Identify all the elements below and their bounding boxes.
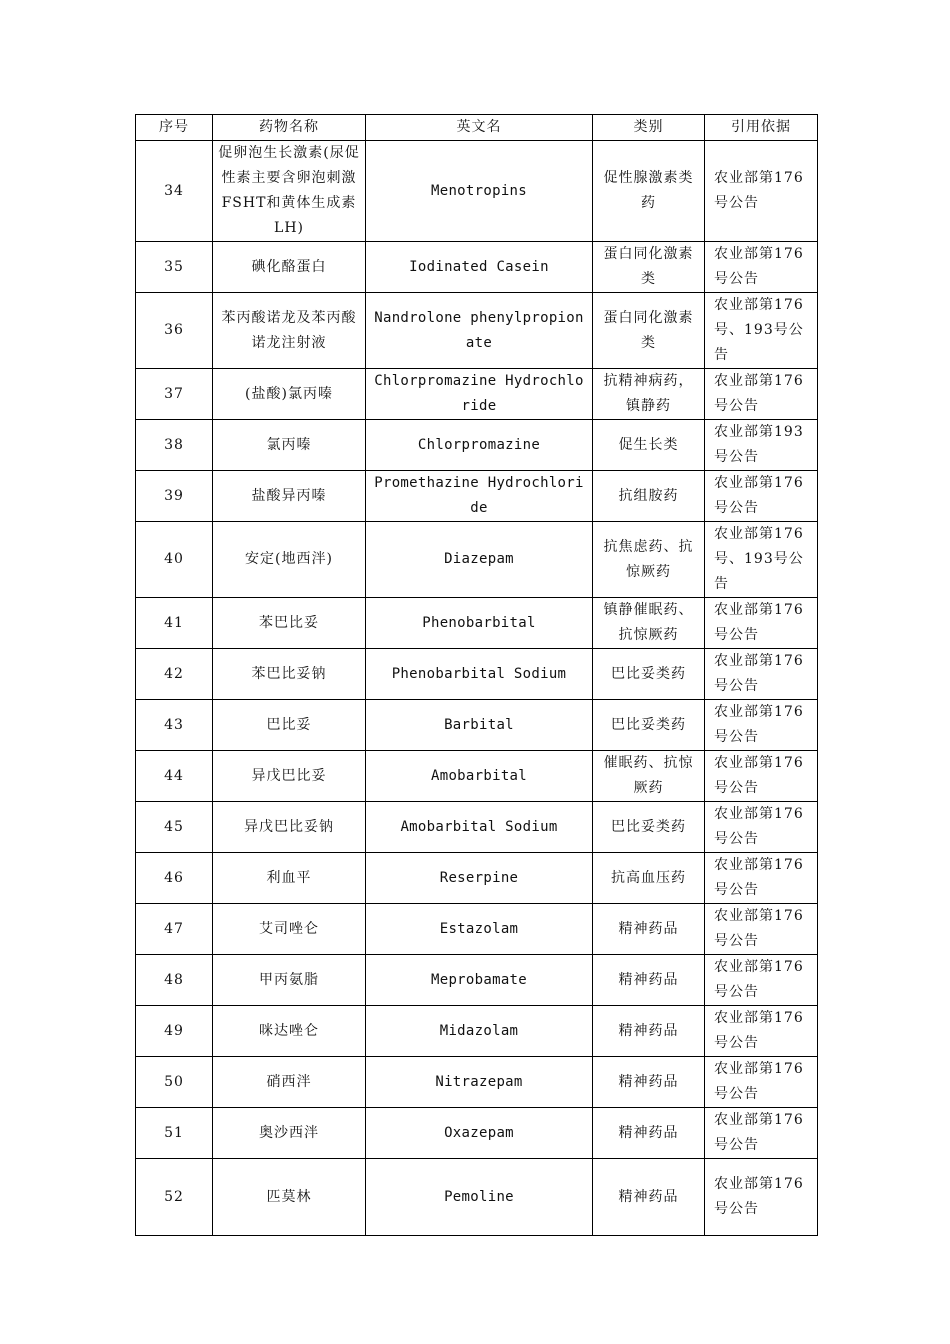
cell-category: 精神药品 [593, 955, 705, 1006]
cell-drug-name: 奥沙西泮 [213, 1108, 366, 1159]
cell-no: 38 [136, 420, 213, 471]
cell-english-name: Amobarbital [366, 751, 593, 802]
cell-english-name: Promethazine Hydrochloride [366, 471, 593, 522]
cell-basis: 农业部第176号、193号公告 [705, 293, 818, 369]
cell-basis: 农业部第176号、193号公告 [705, 522, 818, 598]
cell-drug-name: 盐酸异丙嗪 [213, 471, 366, 522]
cell-basis: 农业部第193号公告 [705, 420, 818, 471]
cell-english-name: Phenobarbital [366, 598, 593, 649]
cell-english-name: Diazepam [366, 522, 593, 598]
cell-drug-name: 异戊巴比妥 [213, 751, 366, 802]
header-drug-name: 药物名称 [213, 115, 366, 141]
cell-drug-name: 苯丙酸诺龙及苯丙酸诺龙注射液 [213, 293, 366, 369]
cell-basis: 农业部第176号公告 [705, 1159, 818, 1236]
cell-no: 42 [136, 649, 213, 700]
header-category: 类别 [593, 115, 705, 141]
cell-basis: 农业部第176号公告 [705, 1006, 818, 1057]
cell-category: 促性腺激素类药 [593, 141, 705, 242]
cell-category: 促生长类 [593, 420, 705, 471]
cell-category: 精神药品 [593, 1057, 705, 1108]
cell-drug-name: 匹莫林 [213, 1159, 366, 1236]
cell-drug-name: 碘化酪蛋白 [213, 242, 366, 293]
cell-english-name: Nandrolone phenylpropionate [366, 293, 593, 369]
cell-basis: 农业部第176号公告 [705, 141, 818, 242]
table-row [136, 1057, 818, 1108]
cell-no: 45 [136, 802, 213, 853]
cell-drug-name: 安定(地西泮) [213, 522, 366, 598]
cell-english-name: Phenobarbital Sodium [366, 649, 593, 700]
cell-category: 精神药品 [593, 1108, 705, 1159]
cell-no: 52 [136, 1159, 213, 1236]
table-row [136, 242, 818, 293]
cell-no: 41 [136, 598, 213, 649]
cell-category: 抗精神病药，镇静药 [593, 369, 705, 420]
cell-category: 蛋白同化激素类 [593, 293, 705, 369]
cell-no: 34 [136, 141, 213, 242]
table-row [136, 420, 818, 471]
table-row [136, 522, 818, 598]
table-row [136, 955, 818, 1006]
cell-english-name: Estazolam [366, 904, 593, 955]
table-row [136, 1159, 818, 1236]
cell-english-name: Chlorpromazine Hydrochloride [366, 369, 593, 420]
table-row [136, 649, 818, 700]
cell-basis: 农业部第176号公告 [705, 1057, 818, 1108]
cell-basis: 农业部第176号公告 [705, 853, 818, 904]
cell-basis: 农业部第176号公告 [705, 649, 818, 700]
cell-category: 镇静催眠药、抗惊厥药 [593, 598, 705, 649]
cell-drug-name: 咪达唑仑 [213, 1006, 366, 1057]
cell-english-name: Pemoline [366, 1159, 593, 1236]
cell-no: 48 [136, 955, 213, 1006]
cell-english-name: Menotropins [366, 141, 593, 242]
drug-table [135, 114, 818, 1236]
cell-drug-name: 甲丙氨脂 [213, 955, 366, 1006]
table-row [136, 1006, 818, 1057]
cell-no: 37 [136, 369, 213, 420]
cell-basis: 农业部第176号公告 [705, 700, 818, 751]
cell-no: 50 [136, 1057, 213, 1108]
cell-basis: 农业部第176号公告 [705, 751, 818, 802]
cell-no: 51 [136, 1108, 213, 1159]
cell-drug-name: 苯巴比妥钠 [213, 649, 366, 700]
cell-no: 49 [136, 1006, 213, 1057]
header-english-name: 英文名 [366, 115, 593, 141]
cell-category: 精神药品 [593, 904, 705, 955]
cell-no: 43 [136, 700, 213, 751]
cell-english-name: Barbital [366, 700, 593, 751]
cell-category: 巴比妥类药 [593, 802, 705, 853]
cell-english-name: Reserpine [366, 853, 593, 904]
cell-drug-name: 促卵泡生长激素(尿促性素主要含卵泡刺激FSHT和黄体生成素LH) [213, 141, 366, 242]
table-body [136, 141, 818, 1236]
cell-english-name: Meprobamate [366, 955, 593, 1006]
header-basis: 引用依据 [705, 115, 818, 141]
table-header [136, 115, 818, 141]
cell-basis: 农业部第176号公告 [705, 1108, 818, 1159]
cell-english-name: Amobarbital Sodium [366, 802, 593, 853]
table-row [136, 141, 818, 242]
cell-drug-name: 巴比妥 [213, 700, 366, 751]
table-row [136, 904, 818, 955]
cell-no: 36 [136, 293, 213, 369]
cell-category: 蛋白同化激素类 [593, 242, 705, 293]
cell-category: 精神药品 [593, 1006, 705, 1057]
cell-category: 巴比妥类药 [593, 649, 705, 700]
cell-basis: 农业部第176号公告 [705, 369, 818, 420]
cell-no: 46 [136, 853, 213, 904]
cell-basis: 农业部第176号公告 [705, 598, 818, 649]
cell-english-name: Midazolam [366, 1006, 593, 1057]
cell-drug-name: 苯巴比妥 [213, 598, 366, 649]
table-row [136, 293, 818, 369]
cell-drug-name: 氯丙嗪 [213, 420, 366, 471]
header-no: 序号 [136, 115, 213, 141]
cell-english-name: Iodinated Casein [366, 242, 593, 293]
cell-basis: 农业部第176号公告 [705, 242, 818, 293]
cell-no: 40 [136, 522, 213, 598]
cell-category: 抗焦虑药、抗惊厥药 [593, 522, 705, 598]
cell-english-name: Nitrazepam [366, 1057, 593, 1108]
cell-no: 47 [136, 904, 213, 955]
cell-drug-name: 硝西泮 [213, 1057, 366, 1108]
cell-drug-name: (盐酸)氯丙嗪 [213, 369, 366, 420]
cell-basis: 农业部第176号公告 [705, 802, 818, 853]
table-row [136, 598, 818, 649]
cell-category: 精神药品 [593, 1159, 705, 1236]
cell-no: 44 [136, 751, 213, 802]
cell-no: 35 [136, 242, 213, 293]
cell-drug-name: 异戊巴比妥钠 [213, 802, 366, 853]
table-row [136, 802, 818, 853]
table-row [136, 471, 818, 522]
table-row [136, 1108, 818, 1159]
cell-no: 39 [136, 471, 213, 522]
header-row [136, 115, 818, 141]
cell-category: 抗组胺药 [593, 471, 705, 522]
cell-drug-name: 艾司唑仑 [213, 904, 366, 955]
cell-english-name: Chlorpromazine [366, 420, 593, 471]
table-row [136, 751, 818, 802]
cell-category: 抗高血压药 [593, 853, 705, 904]
cell-drug-name: 利血平 [213, 853, 366, 904]
cell-category: 巴比妥类药 [593, 700, 705, 751]
table-row [136, 369, 818, 420]
cell-category: 催眠药、抗惊厥药 [593, 751, 705, 802]
table-row [136, 700, 818, 751]
cell-basis: 农业部第176号公告 [705, 955, 818, 1006]
table-row [136, 853, 818, 904]
cell-basis: 农业部第176号公告 [705, 904, 818, 955]
cell-basis: 农业部第176号公告 [705, 471, 818, 522]
cell-english-name: Oxazepam [366, 1108, 593, 1159]
